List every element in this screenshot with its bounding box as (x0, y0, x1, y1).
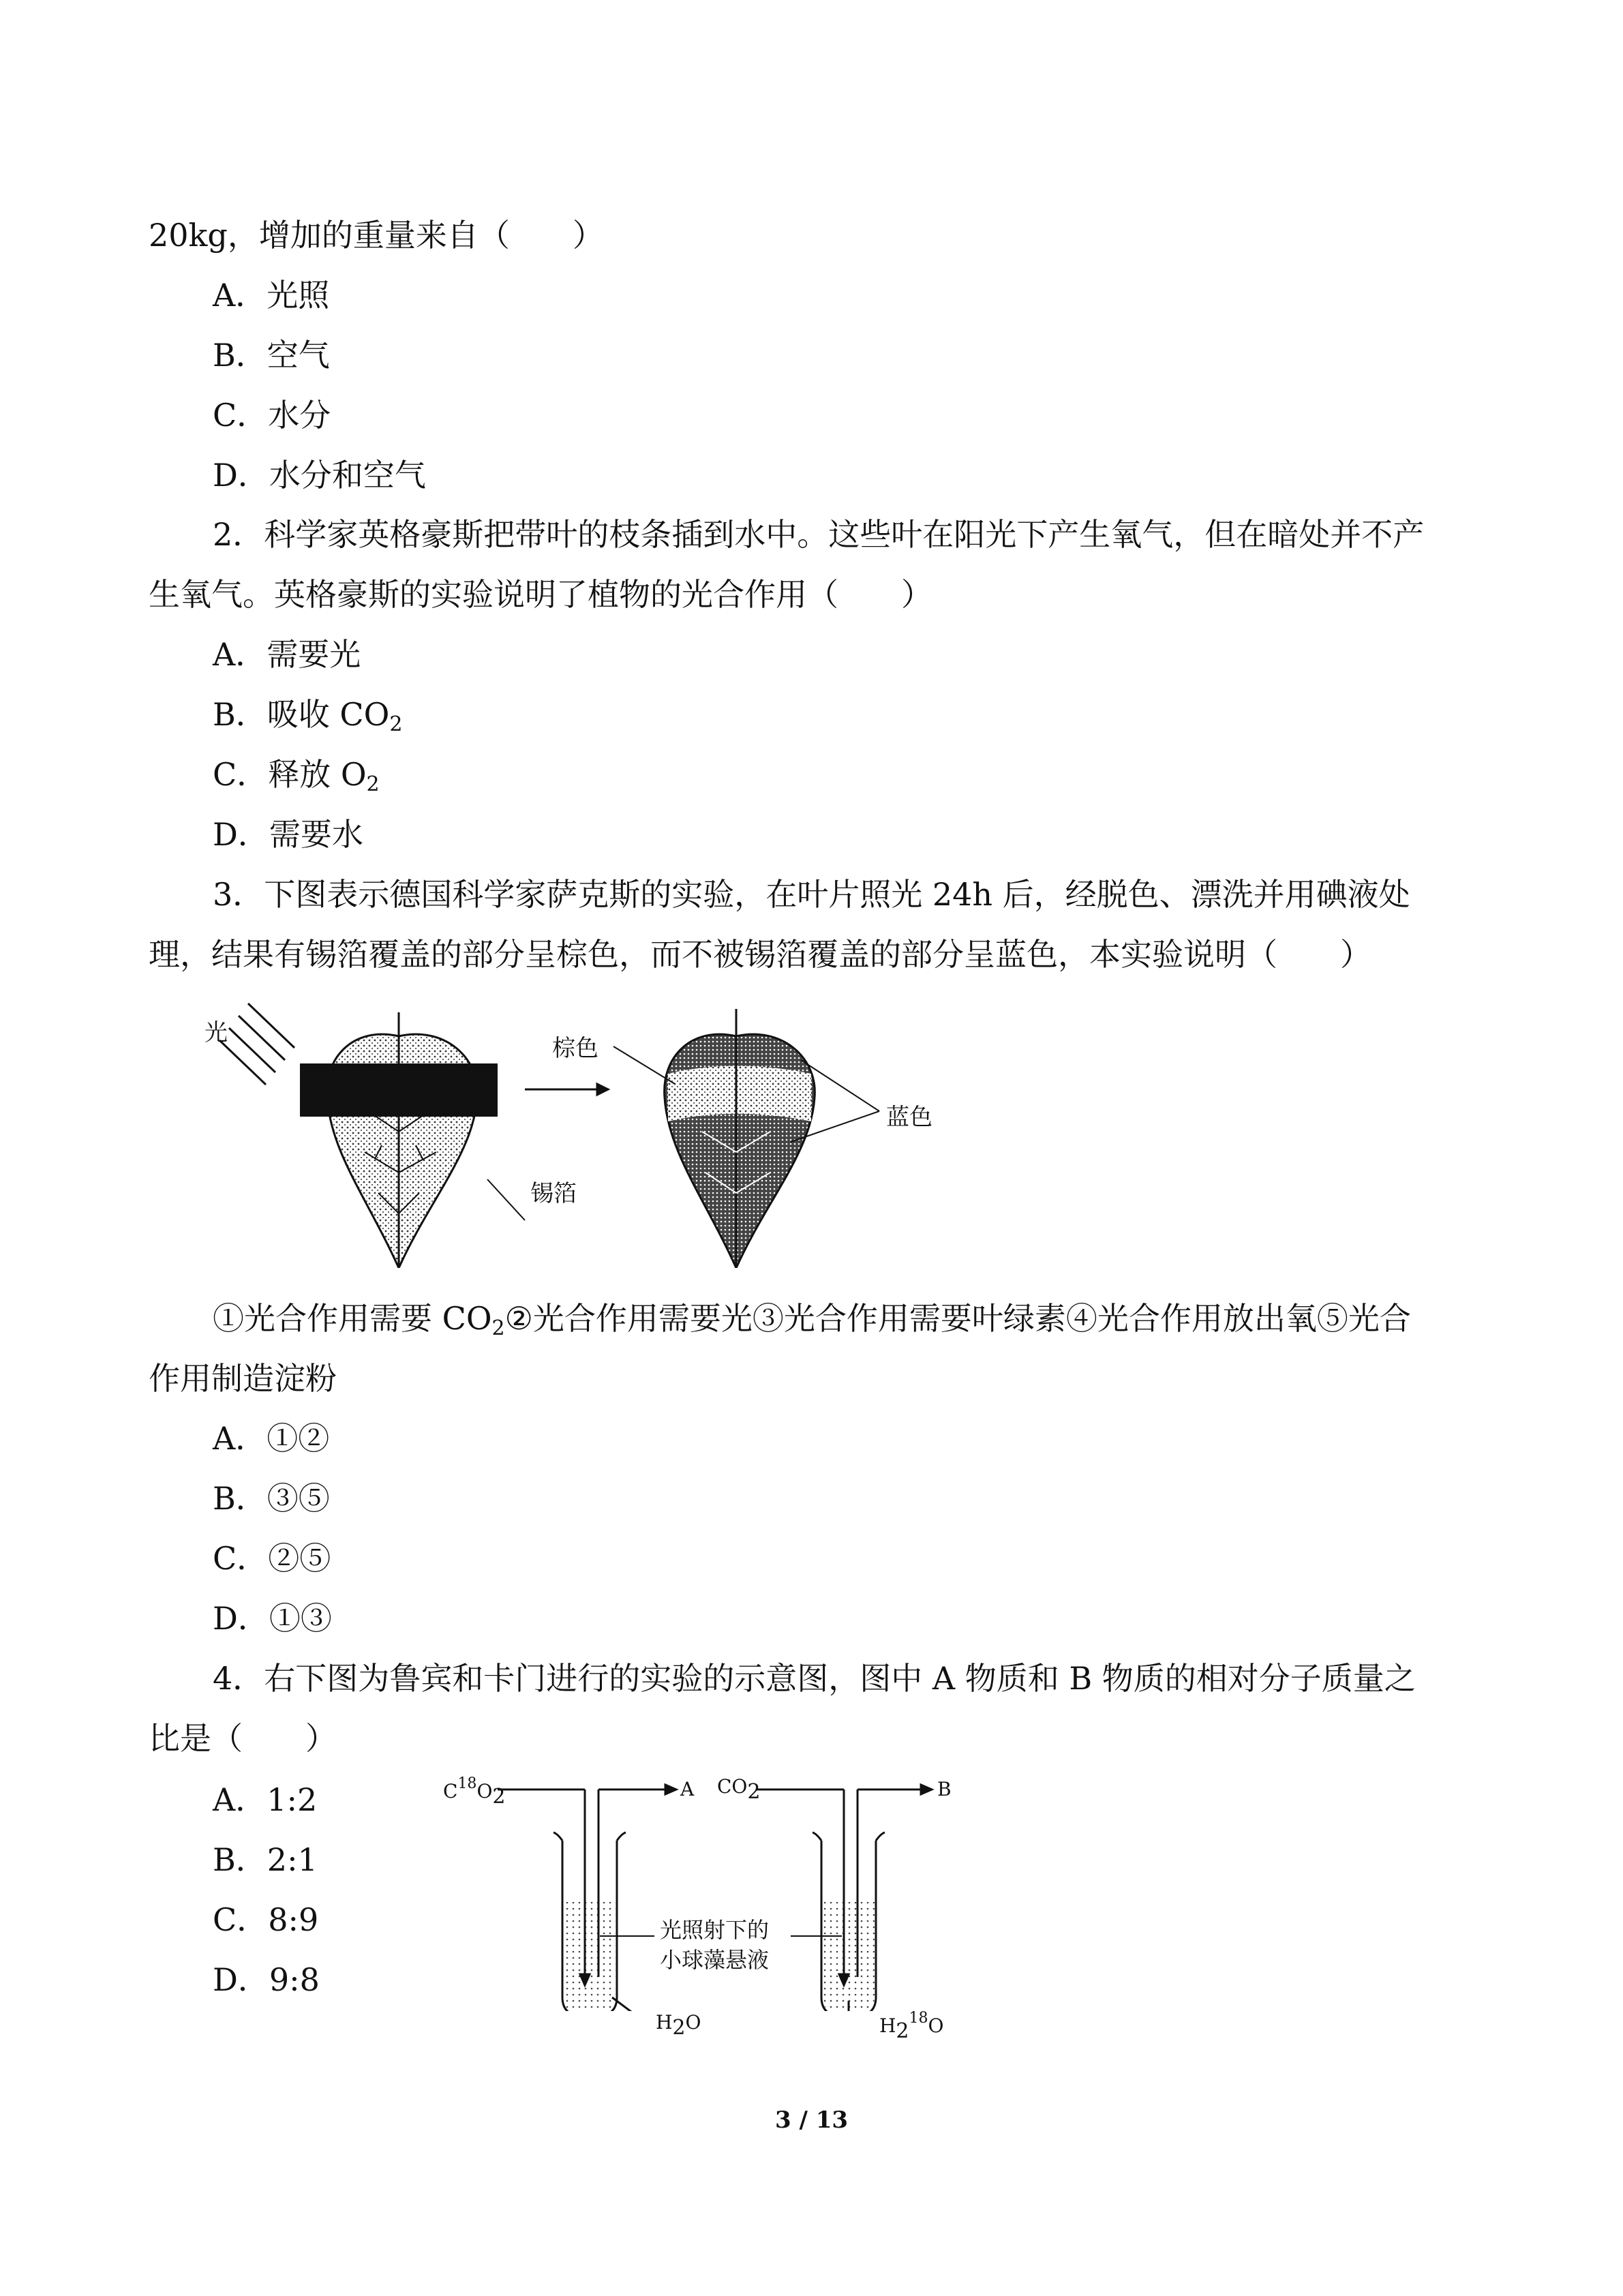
q3-statements-line1: ①光合作用需要 $CO_2②$光合作用需要光③光合作用需要叶绿素④光合作用放出氧⑤光合 (213, 1300, 1411, 1340)
blue-label: 蓝色 (886, 1104, 932, 1131)
caption-line1: 光照射下的 (660, 1917, 770, 1943)
light-arrows-icon (219, 1003, 294, 1085)
output-a-label: A (680, 1778, 695, 1800)
light-label: 光 (204, 1019, 228, 1046)
q2-stem-line2: 生氧气。英格豪斯的实验说明了植物的光合作用（ ） (149, 576, 932, 613)
q2-stem-line1: 2．科学家英格豪斯把带叶的枝条插到水中。这些叶在阳光下产生氧气，但在暗处并不产 (213, 516, 1425, 553)
q3-option-d: D．①③ (213, 1600, 332, 1637)
q1-option-c: C．水分 (213, 397, 331, 434)
q1-stem-continuation: 20kg，增加的重量来自（ ） (149, 217, 604, 254)
q4-stem-line1: 4．右下图为鲁宾和卡门进行的实验的示意图，图中 A 物质和 B 物质的相对分子质量之 (213, 1660, 1416, 1697)
q4-option-b: B．2:1 (213, 1841, 318, 1878)
q2-option-c: C．释放 $O_2$ (213, 756, 380, 796)
q2-option-a: A．需要光 (213, 636, 361, 673)
q1-option-a: A．光照 (213, 277, 330, 314)
left-input-label: $C^{18}O_2$ (443, 1775, 506, 1809)
q3-statements-line2: 作用制造淀粉 (149, 1360, 337, 1397)
q3-option-a: A．①② (213, 1420, 330, 1457)
q1-option-b: B．空气 (213, 337, 330, 374)
q1-option-d: D．水分和空气 (213, 457, 426, 494)
left-water-label: $H_2O$ (656, 2011, 701, 2040)
q3-stem-line1: 3．下图表示德国科学家萨克斯的实验，在叶片照光 24h 后，经脱色、漂洗并用碘液处 (213, 876, 1410, 913)
page-number: 3 / 13 (774, 2106, 849, 2134)
transform-arrow-icon (525, 1084, 608, 1095)
q3-stem-line2: 理，结果有锡箔覆盖的部分呈棕色，而不被锡箔覆盖的部分呈蓝色，本实验说明（ ） (149, 936, 1371, 973)
q3-option-c: C．②⑤ (213, 1540, 331, 1577)
right-input-label: $CO_2$ (717, 1775, 761, 1804)
right-test-tube-icon (757, 1785, 932, 2011)
brown-label: 棕色 (552, 1035, 598, 1062)
q4-stem-line2: 比是（ ） (149, 1720, 337, 1757)
leaf-after-icon (665, 1009, 815, 1268)
q2-option-d: D．需要水 (213, 816, 363, 853)
caption-line2: 小球藻悬液 (660, 1947, 770, 1973)
foil-label: 锡箔 (530, 1180, 577, 1207)
q4-option-c: C．8:9 (213, 1901, 319, 1938)
q4-option-a: A．1:2 (213, 1781, 318, 1818)
leaf-before-icon (300, 1012, 498, 1268)
q2-option-b: B．吸收 $CO_2$ (213, 696, 403, 736)
q3-option-b: B．③⑤ (213, 1480, 330, 1517)
left-test-tube-icon (498, 1785, 676, 2011)
q4-option-d: D．9:8 (213, 1961, 320, 1998)
right-water-label: $H_2^{18}O$ (879, 2010, 944, 2043)
output-b-label: B (937, 1778, 952, 1800)
